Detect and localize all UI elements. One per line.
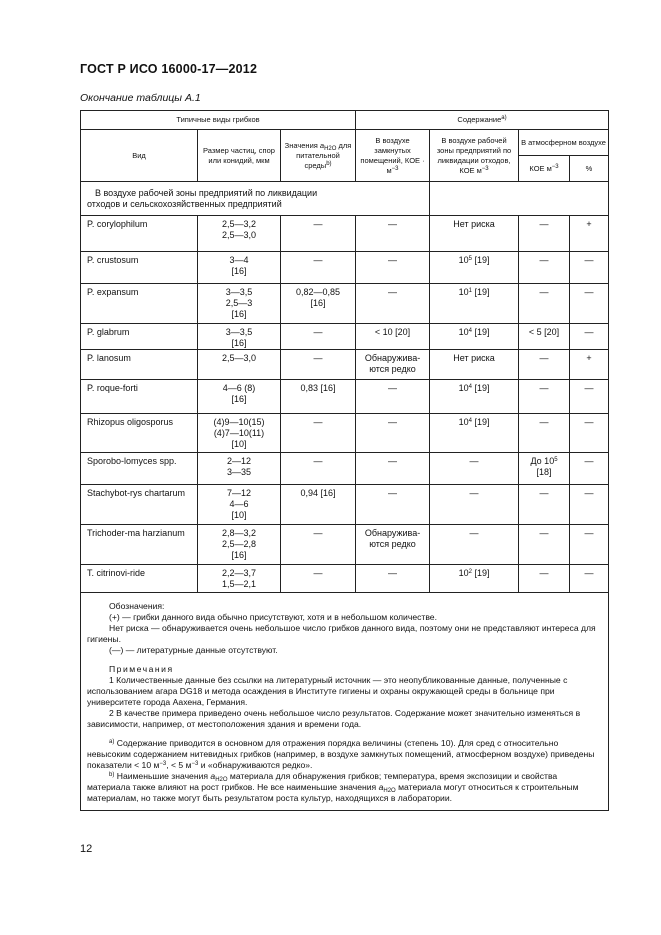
particle-size: 2,2—3,7 1,5—2,1 bbox=[198, 565, 281, 593]
particle-size: 2,8—3,2 2,5—2,8 [16] bbox=[198, 525, 281, 565]
indoor-content: — bbox=[356, 414, 430, 453]
remark-1: 1 Количественные данные без ссылки на литературный источник — это неопубликованные данные, полученные с использованием агара DG18 и метода осаждения в Институте гигиены и охраны окружающей среды в больнице при университете города Аахена, Германия. bbox=[87, 675, 568, 707]
head-group-fungi: Типичные виды грибков bbox=[81, 111, 356, 130]
workzone-content: — bbox=[430, 453, 519, 485]
workzone-content: — bbox=[430, 525, 519, 565]
species-name: Trichoder-ma harzianum bbox=[81, 525, 198, 565]
remark-2: 2 В качестве примера приведено очень небольшое число результатов. Содержание может значительно изменяться в зависимости, например, от местоположения здания и времени года. bbox=[87, 708, 581, 729]
aw-value: 0,82—0,85 [16] bbox=[281, 284, 356, 324]
outdoor-koe: — bbox=[519, 350, 570, 380]
species-name: P. crustosum bbox=[81, 252, 198, 284]
outdoor-koe: — bbox=[519, 252, 570, 284]
notes-row bbox=[81, 593, 609, 811]
legend-norisk: Нет риска — обнаруживается очень небольшое число грибков данного вида, поэтому они не представляют интереса для гигиены. bbox=[87, 623, 596, 644]
col-workzone: В воздухе рабочей зоны предприятий по ликвидации отходов, КОЕ $м^{-3}$ bbox=[430, 130, 519, 182]
outdoor-pct: — bbox=[570, 324, 609, 350]
col-indoor: В воздухе замкнутых помещений, КОЕ · $м^{-3}$ bbox=[356, 130, 430, 182]
table-row bbox=[81, 565, 609, 593]
indoor-content: — bbox=[356, 252, 430, 284]
col-outdoor-pct: % bbox=[570, 156, 609, 182]
table-row bbox=[81, 216, 609, 252]
outdoor-pct: — bbox=[570, 380, 609, 414]
aw-value: — bbox=[281, 324, 356, 350]
col-species: Вид bbox=[81, 130, 198, 182]
indoor-content: — bbox=[356, 380, 430, 414]
workzone-content: $10^4$ [19] bbox=[430, 324, 519, 350]
fungi-table bbox=[80, 110, 609, 811]
indoor-content: — bbox=[356, 485, 430, 525]
species-name: Stachybot-rys chartarum bbox=[81, 485, 198, 525]
workzone-content: $10^2$ [19] bbox=[430, 565, 519, 593]
species-name: Rhizopus oligosporus bbox=[81, 414, 198, 453]
head-group-content: Содержание$^{а)}$ bbox=[356, 111, 609, 130]
outdoor-pct: — bbox=[570, 453, 609, 485]
indoor-content: — bbox=[356, 565, 430, 593]
particle-size: 2—12 3—35 bbox=[198, 453, 281, 485]
legend-dash: (—) — литературные данные отсутствуют. bbox=[109, 645, 278, 655]
table-row bbox=[81, 324, 609, 350]
group-row-label: В воздухе рабочей зоны предприятий по ликвидации отходов и сельскохозяйственных предприятий bbox=[81, 182, 430, 216]
table-row bbox=[81, 252, 609, 284]
workzone-content: Нет риска bbox=[430, 216, 519, 252]
notes-cell bbox=[81, 593, 609, 811]
footnote-b: $^{b)}$ Наименьшие значения $a_{H2O}$ материала для обнаружения грибков; температура, время экспозиции и свойства материала также влияют на рост грибков. Не все наименьшие значения $a_{H2O}$ материала могут относиться к строительным материалам, но также могут быть результатом роста культур, находящихся в лаборатории. bbox=[87, 771, 579, 803]
species-name: P. glabrum bbox=[81, 324, 198, 350]
workzone-content: $10^4$ [19] bbox=[430, 380, 519, 414]
outdoor-koe: — bbox=[519, 380, 570, 414]
workzone-content: $10^5$ [19] bbox=[430, 252, 519, 284]
species-name: P. corylophilum bbox=[81, 216, 198, 252]
document-header: ГОСТ Р ИСО 16000-17—2012 bbox=[80, 62, 258, 76]
table-row bbox=[81, 284, 609, 324]
particle-size: 4—6 (8) [16] bbox=[198, 380, 281, 414]
outdoor-pct: — bbox=[570, 525, 609, 565]
remarks-title: Примечания bbox=[109, 664, 174, 674]
outdoor-koe: — bbox=[519, 565, 570, 593]
indoor-content: < 10 [20] bbox=[356, 324, 430, 350]
particle-size: 3—4 [16] bbox=[198, 252, 281, 284]
legend-plus: (+) — грибки данного вида обычно присутствуют, хотя и в небольшом количестве. bbox=[109, 612, 437, 622]
outdoor-pct: — bbox=[570, 252, 609, 284]
table-row bbox=[81, 525, 609, 565]
indoor-content: — bbox=[356, 216, 430, 252]
aw-value: 0,94 [16] bbox=[281, 485, 356, 525]
outdoor-pct: — bbox=[570, 284, 609, 324]
table-caption: Окончание таблицы А.1 bbox=[80, 92, 201, 104]
outdoor-koe: < 5 [20] bbox=[519, 324, 570, 350]
col-aw: Значения $a_{H2O}$ для питательной среды$^{b)}$ bbox=[281, 130, 356, 182]
outdoor-koe: — bbox=[519, 216, 570, 252]
table-row bbox=[81, 453, 609, 485]
table-row bbox=[81, 380, 609, 414]
aw-value: — bbox=[281, 565, 356, 593]
aw-value: 0,83 [16] bbox=[281, 380, 356, 414]
workzone-content: $10^1$ [19] bbox=[430, 284, 519, 324]
table-row bbox=[81, 485, 609, 525]
outdoor-pct: — bbox=[570, 414, 609, 453]
particle-size: 7—12 4—6 [10] bbox=[198, 485, 281, 525]
indoor-content: Обнаружива- ются редко bbox=[356, 350, 430, 380]
outdoor-koe: — bbox=[519, 525, 570, 565]
table-row bbox=[81, 414, 609, 453]
aw-value: — bbox=[281, 453, 356, 485]
page-number: 12 bbox=[80, 843, 93, 855]
outdoor-pct: — bbox=[570, 565, 609, 593]
aw-value: — bbox=[281, 216, 356, 252]
group-row-empty bbox=[430, 182, 609, 216]
aw-value: — bbox=[281, 414, 356, 453]
particle-size: 3—3,5 2,5—3 [16] bbox=[198, 284, 281, 324]
col-outdoor-koe: КОЕ $м^{-3}$ bbox=[519, 156, 570, 182]
aw-value: — bbox=[281, 525, 356, 565]
outdoor-pct: + bbox=[570, 350, 609, 380]
indoor-content: — bbox=[356, 284, 430, 324]
outdoor-pct: — bbox=[570, 485, 609, 525]
legend-title: Обозначения: bbox=[109, 601, 165, 611]
group-row bbox=[81, 182, 609, 216]
species-name: T. citrinovi-ride bbox=[81, 565, 198, 593]
aw-value: — bbox=[281, 252, 356, 284]
particle-size: 3—3,5 [16] bbox=[198, 324, 281, 350]
workzone-content: Нет риска bbox=[430, 350, 519, 380]
particle-size: 2,5—3,2 2,5—3,0 bbox=[198, 216, 281, 252]
indoor-content: — bbox=[356, 453, 430, 485]
footnote-a: $^{а)}$ Содержание приводится в основном для отражения порядка величины (степень 10). Для сред с относительно невысоким содержанием нитевидных грибков (например, в воздухе замкнутых помещений, атмосферном воздухе) приведены показатели < 10 $м^{-3}$, < 5 $м^{-3}$ и «обнаруживаются редко». bbox=[87, 738, 595, 770]
workzone-content: $10^4$ [19] bbox=[430, 414, 519, 453]
outdoor-koe: — bbox=[519, 284, 570, 324]
aw-value: — bbox=[281, 350, 356, 380]
indoor-content: Обнаружива- ются редко bbox=[356, 525, 430, 565]
col-size: Размер частиц, спор или конидий, мкм bbox=[198, 130, 281, 182]
species-name: Sporobo-lomyces spp. bbox=[81, 453, 198, 485]
col-outdoor: В атмосферном воздухе bbox=[519, 130, 609, 156]
table-row bbox=[81, 350, 609, 380]
species-name: P. expansum bbox=[81, 284, 198, 324]
outdoor-pct: + bbox=[570, 216, 609, 252]
outdoor-koe: До $10^5$ [18] bbox=[519, 453, 570, 485]
particle-size: 2,5—3,0 bbox=[198, 350, 281, 380]
species-name: P. lanosum bbox=[81, 350, 198, 380]
outdoor-koe: — bbox=[519, 485, 570, 525]
particle-size: (4)9—10(15) (4)7—10(11) [10] bbox=[198, 414, 281, 453]
workzone-content: — bbox=[430, 485, 519, 525]
species-name: P. roque-forti bbox=[81, 380, 198, 414]
outdoor-koe: — bbox=[519, 414, 570, 453]
table-body bbox=[81, 182, 609, 593]
